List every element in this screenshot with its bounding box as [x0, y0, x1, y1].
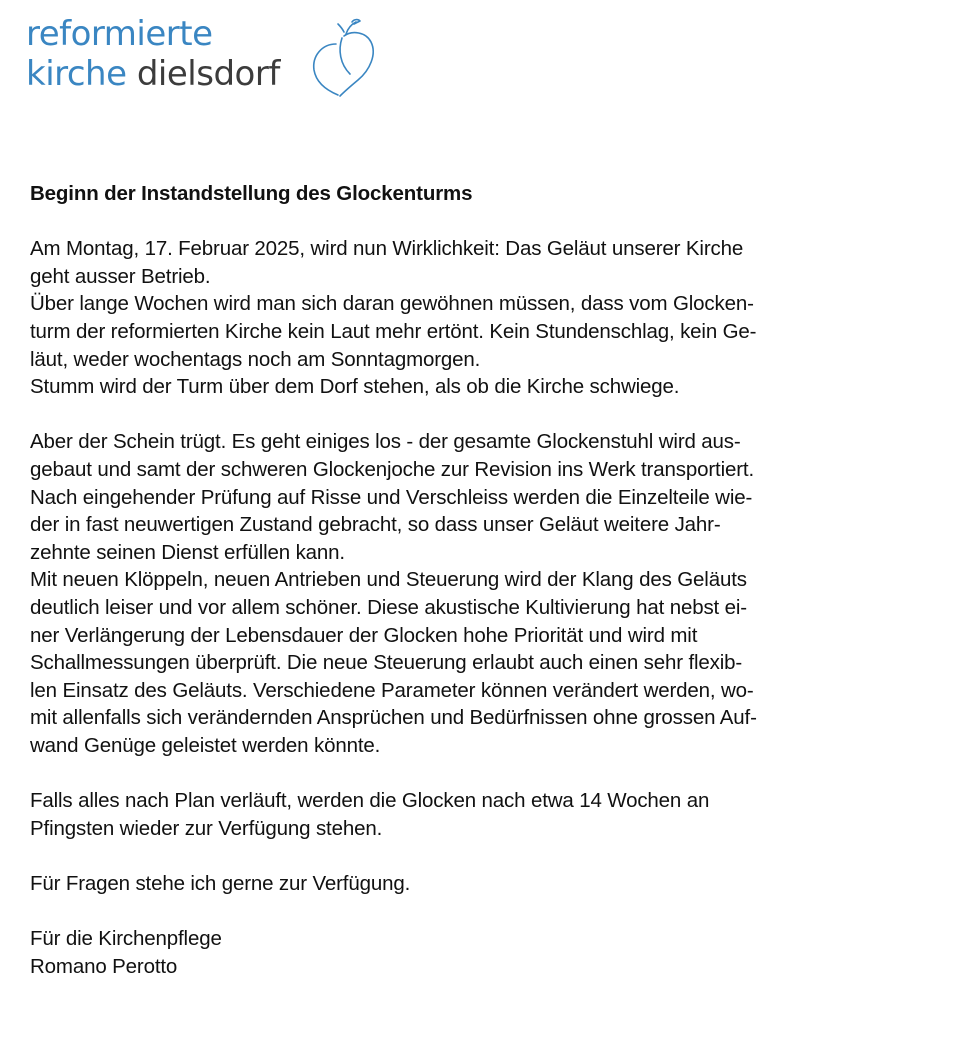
- text-line: Aber der Schein trügt. Es geht einiges los - der gesamte Glockenstuhl wird aus-: [30, 430, 741, 454]
- paragraph-schedule: [30, 787, 920, 842]
- text-line: Mit neuen Klöppeln, neuen Antrieben und Steuerung wird der Klang des Geläuts: [30, 568, 747, 592]
- text-line: ner Verlängerung der Lebensdauer der Glocken hohe Priorität und wird mit: [30, 623, 698, 647]
- paragraph-details: [30, 428, 920, 759]
- text-line: len Einsatz des Geläuts. Verschiedene Parameter können verändert werden, wo-: [30, 678, 754, 702]
- text-line: gebaut und samt der schweren Glockenjoche zur Revision ins Werk transportiert.: [30, 457, 754, 481]
- text-line: zehnte seinen Dienst erfüllen kann.: [30, 540, 345, 564]
- logo-text-reformierte: reformierte: [26, 14, 213, 54]
- text-line: wand Genüge geleistet werden könnte.: [30, 733, 381, 757]
- text-line: Schallmessungen überprüft. Die neue Steuerung erlaubt auch einen sehr flexib-: [30, 651, 743, 675]
- text-line: Für Fragen stehe ich gerne zur Verfügung.: [30, 871, 411, 895]
- text-line: Stumm wird der Turm über dem Dorf stehen, als ob die Kirche schwiege.: [30, 375, 680, 399]
- text-line: Über lange Wochen wird man sich daran gewöhnen müssen, dass vom Glocken-: [30, 292, 754, 316]
- logo-text-kirche: kirche: [26, 54, 127, 94]
- text-line: läut, weder wochentags noch am Sonntagmorgen.: [30, 347, 481, 371]
- text-line: Pfingsten wieder zur Verfügung stehen.: [30, 816, 383, 840]
- letter-body: [30, 180, 920, 1008]
- text-line: Am Montag, 17. Februar 2025, wird nun Wirklichkeit: Das Geläut unserer Kirche: [30, 237, 744, 261]
- signature-name: Romano Perotto: [30, 954, 178, 978]
- signature-block: [30, 925, 920, 980]
- logo: [26, 14, 386, 104]
- logo-text-dielsdorf: dielsdorf: [136, 54, 280, 94]
- paragraph-questions: [30, 870, 920, 898]
- signature-role: Für die Kirchenpflege: [30, 927, 222, 951]
- text-line: mit allenfalls sich verändernden Ansprüchen und Bedürfnissen ohne grossen Auf-: [30, 706, 757, 730]
- logo-text-kirche-dielsdorf: [26, 54, 280, 94]
- text-line: der in fast neuwertigen Zustand gebracht, so dass unser Geläut weitere Jahr-: [30, 513, 721, 537]
- bird-heart-icon: [308, 16, 380, 98]
- text-line: turm der reformierten Kirche kein Laut mehr ertönt. Kein Stundenschlag, kein Ge-: [30, 319, 757, 343]
- text-line: deutlich leiser und vor allem schöner. Diese akustische Kultivierung hat nebst ei-: [30, 595, 747, 619]
- letter-title: Beginn der Instandstellung des Glockenturms: [30, 182, 473, 205]
- text-line: Falls alles nach Plan verläuft, werden die Glocken nach etwa 14 Wochen an: [30, 789, 710, 813]
- text-line: Nach eingehender Prüfung auf Risse und Verschleiss werden die Einzelteile wie-: [30, 485, 753, 509]
- text-line: geht ausser Betrieb.: [30, 264, 211, 288]
- paragraph-intro: [30, 235, 920, 401]
